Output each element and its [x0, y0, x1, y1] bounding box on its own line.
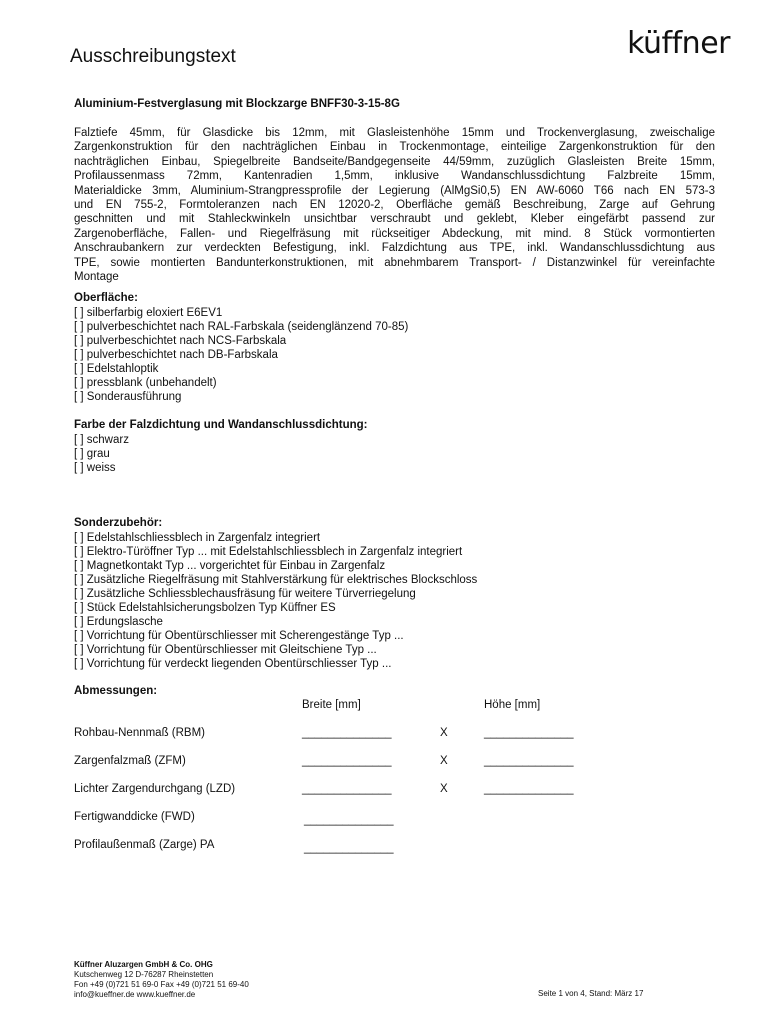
page-info: Seite 1 von 4, Stand: März 17	[538, 989, 644, 998]
width-input-line[interactable]: ______________	[302, 727, 392, 739]
surface-options	[74, 306, 408, 404]
dimension-label: Zargenfalzmaß (ZFM)	[74, 755, 186, 767]
option-item[interactable]: [ ] silberfarbig eloxiert E6EV1	[74, 307, 223, 319]
value-input-line[interactable]: ______________	[304, 842, 394, 854]
option-item[interactable]: [ ] Stück Edelstahlsicherungsbolzen Typ Küffner ES	[74, 602, 336, 614]
company-address: Kutschenweg 12 D-76287 Rheinstetten	[74, 970, 214, 979]
footer	[74, 960, 249, 1000]
option-item[interactable]: [ ] weiss	[74, 462, 116, 474]
seal-color-heading: Farbe der Falzdichtung und Wandanschlussdichtung:	[74, 419, 368, 431]
kueffner-logo: küffner	[627, 26, 730, 61]
height-input-line[interactable]: ______________	[484, 755, 574, 767]
company-name: Küffner Aluzargen GmbH & Co. OHG	[74, 960, 213, 969]
times-sign: X	[440, 783, 448, 795]
description-line: Anschraubankern zur verdeckten Befestigung, inkl. Falzdichtung aus TPE, inkl. Wandanschlussdichtung aus	[74, 242, 715, 255]
option-item[interactable]: [ ] Vorrichtung für Obentürschliesser mit Gleitschiene Typ ...	[74, 644, 377, 656]
value-input-line[interactable]: ______________	[304, 814, 394, 826]
description-line: nachträglichen Einbau, Spiegelbreite Bandseite/Bandgegenseite 44/59mm, zuzüglich Glasleisten Breite 15mm,	[74, 155, 715, 168]
option-item[interactable]: [ ] Zusätzliche Schliessblechausfräsung für weitere Türverriegelung	[74, 588, 416, 600]
option-item[interactable]: [ ] schwarz	[74, 434, 129, 446]
times-sign: X	[440, 727, 448, 739]
company-phone: Fon +49 (0)721 51 69-0 Fax +49 (0)721 51 69-40	[74, 980, 249, 989]
dimension-label: Lichter Zargendurchgang (LZD)	[74, 783, 236, 795]
dimension-label: Rohbau-Nennmaß (RBM)	[74, 727, 206, 739]
height-input-line[interactable]: ______________	[484, 783, 574, 795]
description-line: Profilaussenmass 72mm, Kantenradien 1,5mm, inklusive Wandanschlussdichtung Falzbreite 15mm,	[74, 170, 715, 183]
height-column-header: Höhe [mm]	[484, 699, 541, 711]
option-item[interactable]: [ ] Edelstahlschliessblech in Zargenfalz integriert	[74, 532, 321, 544]
dimension-label: Profilaußenmaß (Zarge) PA	[74, 839, 215, 851]
height-input-line[interactable]: ______________	[484, 727, 574, 739]
width-column-header: Breite [mm]	[302, 699, 361, 711]
accessories-options	[74, 531, 477, 671]
dimension-label: Fertigwanddicke (FWD)	[74, 811, 195, 823]
accessories-heading: Sonderzubehör:	[74, 517, 163, 529]
times-sign: X	[440, 755, 448, 767]
width-input-line[interactable]: ______________	[302, 783, 392, 795]
option-item[interactable]: [ ] Sonderausführung	[74, 391, 182, 403]
dimensions-heading: Abmessungen:	[74, 685, 158, 697]
option-item[interactable]: [ ] Zusätzliche Riegelfräsung mit Stahlverstärkung für elektrisches Blockschloss	[74, 574, 478, 586]
option-item[interactable]: [ ] Elektro-Türöffner Typ ... mit Edelstahlschliessblech in Zargenfalz integriert	[74, 546, 463, 558]
option-item[interactable]: [ ] Vorrichtung für verdeckt liegenden Obentürschliesser Typ ...	[74, 658, 392, 670]
option-item[interactable]: [ ] grau	[74, 448, 110, 460]
description-line: TPE, sowie montierten Bandunterkonstruktionen, mit abnehmbarem Transport- / Distanzwinkel für vereinfachte	[74, 256, 715, 269]
option-item[interactable]: [ ] Vorrichtung für Obentürschliesser mit Scherengestänge Typ ...	[74, 630, 404, 642]
option-item[interactable]: [ ] pressblank (unbehandelt)	[74, 377, 217, 389]
option-item[interactable]: [ ] pulverbeschichtet nach DB-Farbskala	[74, 349, 278, 361]
description-line: Zargenkonstruktion für den nachträglichen Einbau in Trockenmontage, einteilige Zargenkonstruktion für den	[74, 141, 715, 154]
description-line: und EN 755-2, Formtoleranzen nach EN 12020-2, Oberfläche gemäß Beschreibung, Zarge auf Gehrung	[74, 199, 715, 212]
option-item[interactable]: [ ] pulverbeschichtet nach NCS-Farbskala	[74, 335, 287, 347]
product-heading: Aluminium-Festverglasung mit Blockzarge BNFF30-3-15-8G	[74, 98, 400, 110]
seal-color-options	[74, 433, 129, 475]
option-item[interactable]: [ ] Erdungslasche	[74, 616, 163, 628]
description-line: Montage	[74, 271, 119, 284]
description-line: geschnitten und mit Stahleckwinkeln unsichtbar verschraubt und geklebt, Kleber eingefärbt passend zur	[74, 213, 715, 226]
description-line: Materialdicke 3mm, Aluminium-Strangpressprofile der Legierung (AlMgSi0,5) EN AW-6060 T66 nach EN 573-3	[74, 184, 715, 197]
description-paragraph	[74, 126, 715, 284]
option-item[interactable]: [ ] pulverbeschichtet nach RAL-Farbskala (seidenglänzend 70-85)	[74, 321, 409, 333]
description-line: Zargenoberfläche, Fallen- und Riegelfräsung mit rückseitiger Abdeckung, mit mind. 8 Stück vormontierten	[74, 227, 715, 240]
company-web: info@kueffner.de www.kueffner.de	[74, 990, 196, 999]
surface-heading: Oberfläche:	[74, 292, 138, 304]
description-line: Falztiefe 45mm, für Glasdicke bis 12mm, mit Glasleistenhöhe 15mm und Trockenverglasung, zweischalige	[74, 127, 715, 139]
option-item[interactable]: [ ] Edelstahloptik	[74, 363, 159, 375]
width-input-line[interactable]: ______________	[302, 755, 392, 767]
option-item[interactable]: [ ] Magnetkontakt Typ ... vorgerichtet für Einbau in Zargenfalz	[74, 560, 386, 572]
document-title: Ausschreibungstext	[70, 46, 236, 67]
